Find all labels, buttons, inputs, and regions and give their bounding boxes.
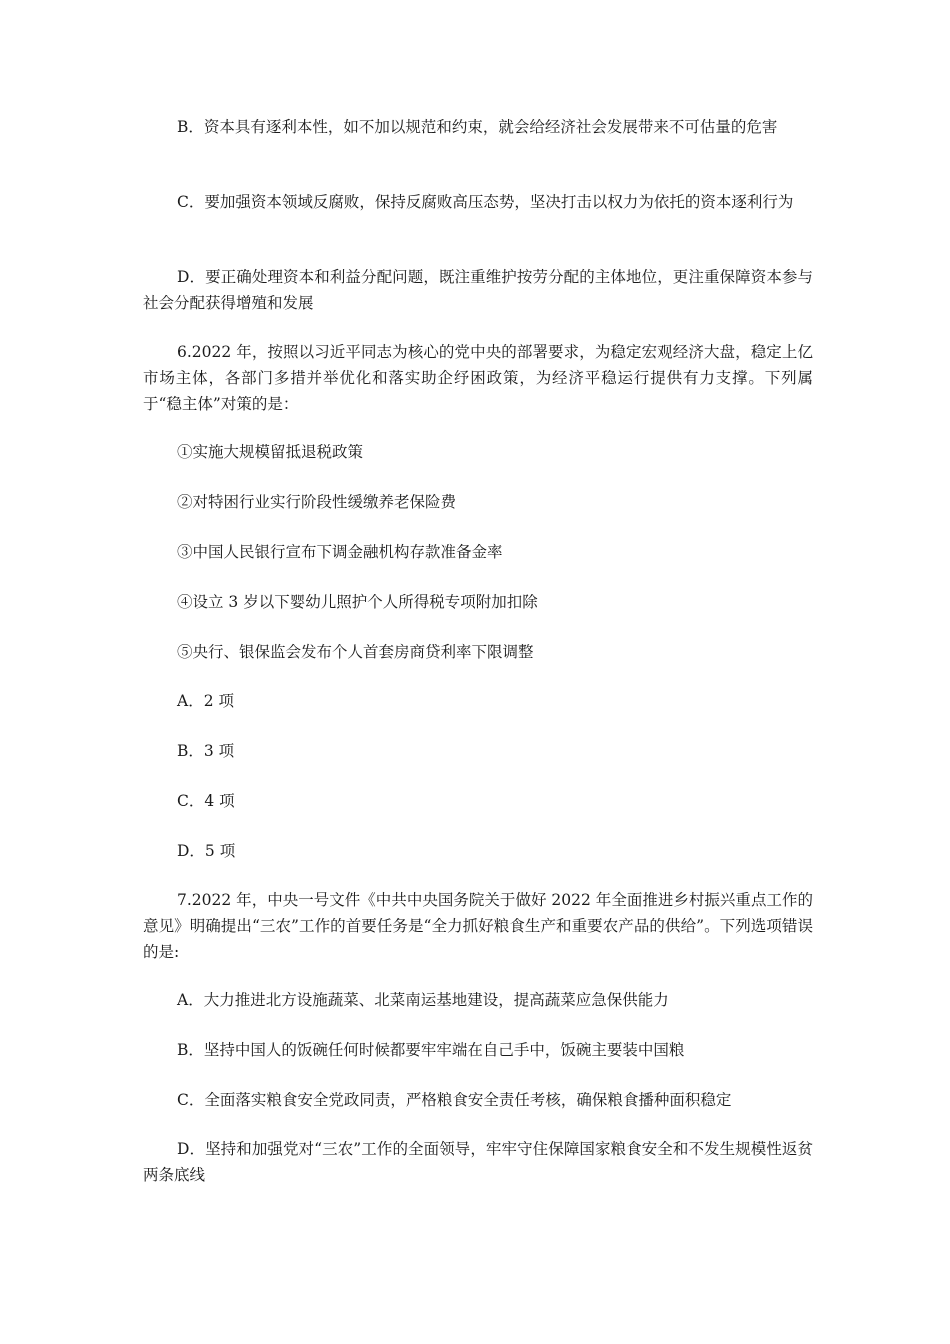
question-6-item-3: ③中国人民银行宣布下调金融机构存款准备金率: [177, 543, 503, 561]
question-7-option-b: B．坚持中国人的饭碗任何时候都要牢牢端在自己手中，饭碗主要装中国粮: [177, 1041, 685, 1059]
question-7-option-c: C．全面落实粮食安全党政同责，严格粮食安全责任考核，确保粮食播种面积稳定: [177, 1091, 732, 1109]
question-6-item-2: ②对特困行业实行阶段性缓缴养老保险费: [177, 493, 457, 511]
question-7-option-d: D．坚持和加强党对“三农”工作的全面领导，牢牢守住保障国家粮食安全和不发生规模性返贫两条底线: [143, 1140, 813, 1184]
option-d-distribution: D．要正确处理资本和利益分配问题，既注重维护按劳分配的主体地位，更注重保障资本参与社会分配获得增殖和发展: [143, 268, 813, 312]
question-6-option-b: B．3 项: [177, 742, 235, 760]
question-6-stem: 6.2022 年，按照以习近平同志为核心的党中央的部署要求，为稳定宏观经济大盘，稳定上亿市场主体，各部门多措并举优化和落实助企纾困政策，为经济平稳运行提供有力支撑。下列属于“稳主体”对策的是：: [143, 343, 813, 413]
option-b-capital-profit: B．资本具有逐利本性，如不加以规范和约束，就会给经济社会发展带来不可估量的危害: [177, 118, 778, 136]
question-7-option-a: A．大力推进北方设施蔬菜、北菜南运基地建设，提高蔬菜应急保供能力: [177, 991, 669, 1009]
question-6-option-d: D．5 项: [177, 842, 236, 860]
option-c-anti-corruption: C．要加强资本领域反腐败，保持反腐败高压态势，坚决打击以权力为依托的资本逐利行为: [177, 193, 794, 211]
question-6-option-a: A．2 项: [177, 692, 234, 710]
question-7-stem: 7.2022 年，中央一号文件《中共中央国务院关于做好 2022 年全面推进乡村振兴重点工作的意见》明确提出“三农”工作的首要任务是“全力抓好粮食生产和重要农产品的供给”。下列选项错误的是:: [143, 891, 813, 961]
question-6-option-c: C．4 项: [177, 792, 235, 810]
question-6-item-4: ④设立 3 岁以下婴幼儿照护个人所得税专项附加扣除: [177, 593, 538, 611]
question-6-item-1: ①实施大规模留抵退税政策: [177, 443, 364, 461]
question-6-item-5: ⑤央行、银保监会发布个人首套房商贷利率下限调整: [177, 643, 534, 661]
